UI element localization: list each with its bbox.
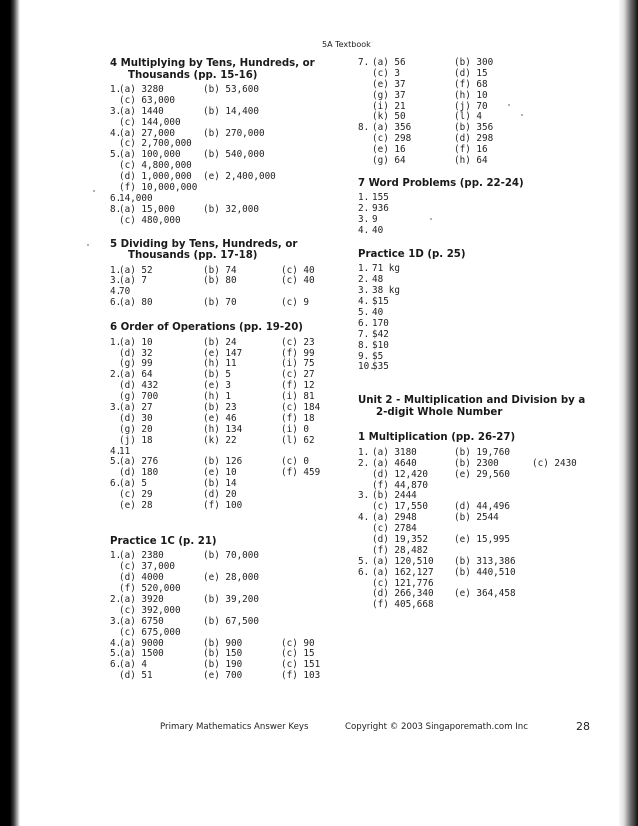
- answer-cell: (i) 81: [281, 391, 315, 403]
- answer-cell: (b) 5: [203, 369, 231, 381]
- answer-cell: 9: [372, 214, 378, 226]
- answer-cell: (h) 1: [203, 391, 231, 403]
- answer-cell: (e) 29,560: [454, 468, 510, 480]
- question-number: 5.: [358, 555, 370, 567]
- answer-cell: 936: [372, 203, 389, 215]
- answer-section: [358, 58, 608, 167]
- answer-row: [110, 671, 340, 682]
- answer-cell: (c) 15: [281, 648, 315, 660]
- answer-cell: (a) 4640: [372, 457, 417, 469]
- question-number: 3.: [110, 615, 122, 627]
- answer-cell: (c) 23: [281, 336, 315, 348]
- section-title-line: 6 Order of Operations (pp. 19-20): [110, 322, 303, 334]
- answer-row: [110, 216, 340, 227]
- question-number: 8.: [110, 203, 122, 215]
- question-number: 2.: [110, 593, 122, 605]
- section-title: [110, 536, 340, 548]
- answer-cell: (c) 2,700,000: [119, 138, 192, 150]
- answer-cell: (c) 3: [372, 67, 400, 79]
- answer-cell: (c) 37,000: [119, 561, 175, 573]
- answer-cell: (c) 29: [119, 489, 153, 501]
- answer-section: [358, 432, 608, 611]
- question-number: 5.: [358, 307, 370, 319]
- answer-cell: (b) 67,500: [203, 615, 259, 627]
- question-number: 4.: [110, 286, 122, 298]
- answer-cell: (a) 27: [119, 401, 153, 413]
- scan-speck: [508, 104, 510, 106]
- answer-cell: (i) 75: [281, 358, 315, 370]
- question-number: 7.: [358, 328, 370, 340]
- question-number: 7.: [358, 57, 370, 68]
- question-number: 6.: [110, 192, 122, 204]
- answer-cell: (a) 80: [119, 297, 153, 309]
- question-number: 10.: [358, 361, 375, 373]
- question-number: 1.: [110, 550, 122, 562]
- answer-row: [110, 338, 340, 349]
- question-number: 4.: [110, 127, 122, 139]
- answer-row: [358, 362, 608, 373]
- answer-cell: (f) 520,000: [119, 583, 181, 595]
- question-number: 8.: [358, 122, 370, 134]
- question-number: 1.: [358, 192, 370, 204]
- answer-cell: (f) 68: [454, 78, 488, 90]
- question-number: 6.: [358, 566, 370, 578]
- section-title-line: 1 Multiplication (pp. 26-27): [358, 432, 516, 444]
- answer-cell: (c) 151: [281, 659, 321, 671]
- answer-row: [358, 297, 608, 308]
- question-number: 3.: [110, 275, 122, 287]
- answer-cell: (h) 11: [203, 358, 237, 370]
- answer-cell: 170: [372, 317, 389, 329]
- answer-cell: (f) 103: [281, 670, 321, 682]
- answer-cell: (e) 46: [203, 412, 237, 424]
- answer-cell: (f) 100: [203, 500, 243, 511]
- answer-cell: (b) 540,000: [203, 149, 265, 161]
- answer-cell: (b) 2544: [454, 512, 499, 524]
- question-number: 1.: [358, 263, 370, 275]
- answer-cell: (a) 4: [119, 659, 147, 671]
- answer-cell: (f) 44,870: [372, 479, 428, 491]
- answer-cell: 11: [119, 445, 131, 457]
- answer-row: [358, 319, 608, 330]
- answer-cell: (b) 313,386: [454, 555, 516, 567]
- section-title-line: Thousands (pp. 15-16): [128, 69, 258, 81]
- question-number: 6.: [110, 659, 122, 671]
- question-number: 1.: [110, 336, 122, 348]
- answer-cell: (d) 12,420: [372, 468, 428, 480]
- answer-cell: 40: [372, 225, 384, 237]
- answer-row: [358, 568, 608, 579]
- question-number: 1.: [358, 446, 370, 458]
- answer-cell: (f) 28,482: [372, 544, 428, 556]
- answer-cell: (a) 15,000: [119, 203, 175, 215]
- answer-cell: (e) 28,000: [203, 572, 259, 584]
- answer-cell: (b) 32,000: [203, 203, 259, 215]
- answer-cell: (c) 17,550: [372, 501, 428, 513]
- footer-copyright: Copyright © 2003 Singaporemath.com Inc: [345, 722, 528, 732]
- answer-cell: (b) 126: [203, 456, 243, 468]
- answer-cell: (i) 0: [281, 423, 309, 435]
- answer-cell: (e) 700: [203, 670, 243, 682]
- answer-cell: (d) 19,352: [372, 534, 428, 545]
- answer-cell: (f) 405,668: [372, 599, 434, 611]
- answer-cell: (e) 15,995: [454, 534, 510, 545]
- answer-cell: (c) 144,000: [119, 116, 181, 128]
- answer-row: [110, 118, 340, 129]
- answer-section: [110, 58, 340, 227]
- answer-row: [358, 286, 608, 297]
- answer-cell: (c) 2430: [532, 457, 577, 469]
- answer-section: [110, 536, 340, 682]
- question-number: 5.: [110, 149, 122, 161]
- answer-cell: (c) 480,000: [119, 214, 181, 226]
- answer-cell: 155: [372, 192, 389, 204]
- answer-cell: (a) 52: [119, 264, 153, 276]
- section-title-line: 7 Word Problems (pp. 22-24): [358, 177, 524, 189]
- answer-section: [358, 249, 608, 373]
- question-number: 6.: [358, 317, 370, 329]
- section-title-line: 4 Multiplying by Tens, Hundreds, or: [110, 58, 315, 69]
- answer-cell: (d) 298: [454, 133, 494, 145]
- answer-row: [358, 204, 608, 215]
- answer-cell: $10: [372, 339, 389, 351]
- answer-cell: (h) 10: [454, 89, 488, 101]
- section-title-line: Practice 1D (p. 25): [358, 248, 466, 260]
- question-number: 4.: [358, 512, 370, 524]
- question-number: 2.: [110, 369, 122, 381]
- answer-cell: (c) 90: [281, 637, 315, 649]
- answer-cell: (b) 356: [454, 122, 494, 134]
- answer-cell: (a) 64: [119, 369, 153, 381]
- question-number: 4.: [110, 445, 122, 457]
- answer-cell: (e) 364,458: [454, 588, 516, 600]
- answer-cell: (c) 392,000: [119, 604, 181, 616]
- scan-speck: [93, 190, 95, 192]
- question-number: 3.: [110, 105, 122, 117]
- answer-cell: 38 kg: [372, 285, 400, 297]
- answer-cell: (b) 53,600: [203, 84, 259, 95]
- section-title: [358, 395, 608, 418]
- section-title: [110, 239, 340, 262]
- answer-cell: (e) 16: [372, 144, 406, 156]
- answer-cell: (c) 298: [372, 133, 412, 145]
- scan-speck: [430, 218, 432, 220]
- answer-cell: (b) 14: [203, 478, 237, 490]
- answer-cell: (b) 23: [203, 401, 237, 413]
- question-number: 5.: [110, 648, 122, 660]
- answer-cell: (b) 70: [203, 297, 237, 309]
- answer-cell: (e) 37: [372, 78, 406, 90]
- answer-cell: (g) 37: [372, 89, 406, 101]
- question-number: 1.: [110, 264, 122, 276]
- answer-cell: (a) 9000: [119, 637, 164, 649]
- question-number: 2.: [358, 203, 370, 215]
- section-title: [358, 249, 608, 261]
- answer-cell: (a) 7: [119, 275, 147, 287]
- answer-cell: (f) 16: [454, 144, 488, 156]
- answer-row: [110, 436, 340, 447]
- answer-cell: (k) 50: [372, 111, 406, 123]
- answer-row: [358, 330, 608, 341]
- answer-cell: (b) 900: [203, 637, 243, 649]
- answer-cell: (a) 1440: [119, 105, 164, 117]
- answer-cell: (b) 80: [203, 275, 237, 287]
- answer-row: [358, 352, 608, 363]
- answer-cell: (a) 1500: [119, 648, 164, 660]
- answer-cell: (b) 14,400: [203, 105, 259, 117]
- answer-cell: (b) 440,510: [454, 566, 516, 578]
- answer-cell: (a) 3280: [119, 84, 164, 95]
- answer-cell: 40: [372, 307, 384, 319]
- left-column: [110, 58, 340, 682]
- section-title: [110, 322, 340, 334]
- answer-cell: (b) 74: [203, 264, 237, 276]
- section-title-line: Unit 2 - Multiplication and Division by a: [358, 395, 586, 407]
- answer-cell: (d) 44,496: [454, 501, 510, 513]
- scan-speck: [87, 244, 89, 246]
- answer-cell: (a) 2380: [119, 550, 164, 562]
- answer-cell: (f) 459: [281, 467, 321, 479]
- answer-cell: (b) 270,000: [203, 127, 265, 139]
- answer-cell: (a) 10: [119, 336, 153, 348]
- section-title: [358, 432, 608, 444]
- answer-cell: (d) 30: [119, 412, 153, 424]
- right-column: [358, 58, 608, 611]
- answer-cell: (a) 356: [372, 122, 412, 134]
- answer-cell: (g) 64: [372, 155, 406, 167]
- answer-row: [358, 91, 608, 102]
- answer-cell: (b) 2300: [454, 457, 499, 469]
- answer-cell: (b) 150: [203, 648, 243, 660]
- answer-cell: (e) 147: [203, 347, 243, 359]
- answer-cell: (d) 266,340: [372, 588, 434, 600]
- answer-cell: (h) 134: [203, 423, 243, 435]
- answer-cell: (b) 24: [203, 336, 237, 348]
- answer-row: [110, 276, 340, 287]
- scan-shadow-left: [0, 0, 20, 826]
- answer-cell: (l) 4: [454, 111, 482, 123]
- answer-cell: (k) 22: [203, 434, 237, 446]
- question-number: 6.: [110, 478, 122, 490]
- answer-cell: (f) 10,000,000: [119, 182, 198, 194]
- answer-cell: (d) 51: [119, 670, 153, 682]
- section-title-line: Practice 1C (p. 21): [110, 535, 217, 547]
- answer-cell: (j) 18: [119, 434, 153, 446]
- answer-row: [358, 308, 608, 319]
- answer-row: [110, 501, 340, 512]
- question-number: 9.: [358, 350, 370, 362]
- answer-row: [358, 264, 608, 275]
- answer-cell: (c) 121,776: [372, 577, 434, 589]
- answer-cell: 14,000: [119, 192, 153, 204]
- answer-cell: (c) 184: [281, 401, 321, 413]
- answer-cell: $15: [372, 296, 389, 308]
- answer-cell: (e) 10: [203, 467, 237, 479]
- answer-cell: (a) 100,000: [119, 149, 181, 161]
- question-number: 5.: [110, 456, 122, 468]
- answer-cell: (g) 99: [119, 358, 153, 370]
- question-number: 4.: [110, 637, 122, 649]
- section-title: [110, 58, 340, 81]
- answer-cell: 70: [119, 286, 131, 298]
- answer-cell: (e) 28: [119, 500, 153, 511]
- answer-cell: (a) 27,000: [119, 127, 175, 139]
- answer-cell: (a) 5: [119, 478, 147, 490]
- answer-section: [110, 322, 340, 512]
- answer-cell: (c) 4,800,000: [119, 160, 192, 172]
- answer-cell: (b) 300: [454, 57, 494, 68]
- answer-cell: (a) 6750: [119, 615, 164, 627]
- answer-cell: (a) 162,127: [372, 566, 434, 578]
- answer-cell: (c) 9: [281, 297, 309, 309]
- answer-cell: (c) 40: [281, 264, 315, 276]
- answer-cell: (e) 3: [203, 380, 231, 392]
- scan-speck: [521, 114, 523, 116]
- answer-cell: (a) 3180: [372, 446, 417, 458]
- answer-cell: (c) 63,000: [119, 94, 175, 106]
- answer-cell: (d) 32: [119, 347, 153, 359]
- answer-cell: (e) 2,400,000: [203, 171, 276, 183]
- answer-cell: 71 kg: [372, 263, 400, 275]
- answer-row: [110, 617, 340, 628]
- answer-cell: 48: [372, 274, 384, 286]
- answer-cell: $5: [372, 350, 384, 362]
- answer-cell: (a) 120,510: [372, 555, 434, 567]
- page-header: 5A Textbook: [322, 40, 371, 49]
- answer-row: [358, 156, 608, 167]
- question-number: 8.: [358, 339, 370, 351]
- answer-row: [358, 470, 608, 481]
- section-title-line: 5 Dividing by Tens, Hundreds, or: [110, 238, 298, 250]
- question-number: 3.: [358, 214, 370, 226]
- answer-cell: (c) 40: [281, 275, 315, 287]
- answer-row: [358, 215, 608, 226]
- answer-cell: (i) 21: [372, 100, 406, 112]
- question-number: 3.: [110, 401, 122, 413]
- answer-row: [110, 628, 340, 639]
- answer-cell: (b) 39,200: [203, 593, 259, 605]
- answer-cell: (c) 2784: [372, 523, 417, 535]
- answer-cell: (b) 19,760: [454, 446, 510, 458]
- answer-cell: (d) 4000: [119, 572, 164, 584]
- footer-title: Primary Mathematics Answer Keys: [160, 722, 309, 732]
- question-number: 3.: [358, 285, 370, 297]
- question-number: 4.: [358, 225, 370, 237]
- answer-cell: (l) 62: [281, 434, 315, 446]
- answer-cell: (f) 12: [281, 380, 315, 392]
- answer-cell: (h) 64: [454, 155, 488, 167]
- question-number: 4.: [358, 296, 370, 308]
- answer-cell: (c) 675,000: [119, 626, 181, 638]
- question-number: 3.: [358, 490, 370, 502]
- answer-cell: (f) 18: [281, 412, 315, 424]
- answer-cell: (b) 70,000: [203, 550, 259, 562]
- answer-row: [358, 600, 608, 611]
- answer-cell: (a) 3920: [119, 593, 164, 605]
- scan-shadow-right: [618, 0, 638, 826]
- answer-row: [358, 226, 608, 237]
- answer-row: [110, 298, 340, 309]
- answer-cell: (d) 1,000,000: [119, 171, 192, 183]
- page-number: 28: [576, 720, 590, 733]
- answer-row: [358, 341, 608, 352]
- section-title-line: 2-digit Whole Number: [376, 406, 503, 418]
- answer-cell: (d) 15: [454, 67, 488, 79]
- question-number: 2.: [358, 457, 370, 469]
- answer-cell: (j) 70: [454, 100, 488, 112]
- answer-cell: (d) 180: [119, 467, 159, 479]
- answer-section: [358, 178, 608, 237]
- answer-cell: (g) 700: [119, 391, 159, 403]
- answer-cell: (a) 276: [119, 456, 159, 468]
- answer-cell: (f) 99: [281, 347, 315, 359]
- answer-cell: (b) 2444: [372, 490, 417, 502]
- answer-cell: (b) 190: [203, 659, 243, 671]
- answer-cell: (d) 20: [203, 489, 237, 501]
- answer-cell: (d) 432: [119, 380, 159, 392]
- question-number: 2.: [358, 274, 370, 286]
- section-title: [358, 178, 608, 190]
- answer-cell: (g) 20: [119, 423, 153, 435]
- question-number: 1.: [110, 84, 122, 95]
- answer-row: [358, 193, 608, 204]
- answer-section: [358, 395, 608, 418]
- answer-cell: (c) 0: [281, 456, 309, 468]
- answer-cell: (a) 56: [372, 57, 406, 68]
- answer-cell: (c) 27: [281, 369, 315, 381]
- answer-cell: $35: [372, 361, 389, 373]
- section-title-line: Thousands (pp. 17-18): [128, 250, 258, 262]
- answer-cell: $42: [372, 328, 389, 340]
- answer-section: [110, 239, 340, 310]
- answer-cell: (a) 2948: [372, 512, 417, 524]
- question-number: 6.: [110, 297, 122, 309]
